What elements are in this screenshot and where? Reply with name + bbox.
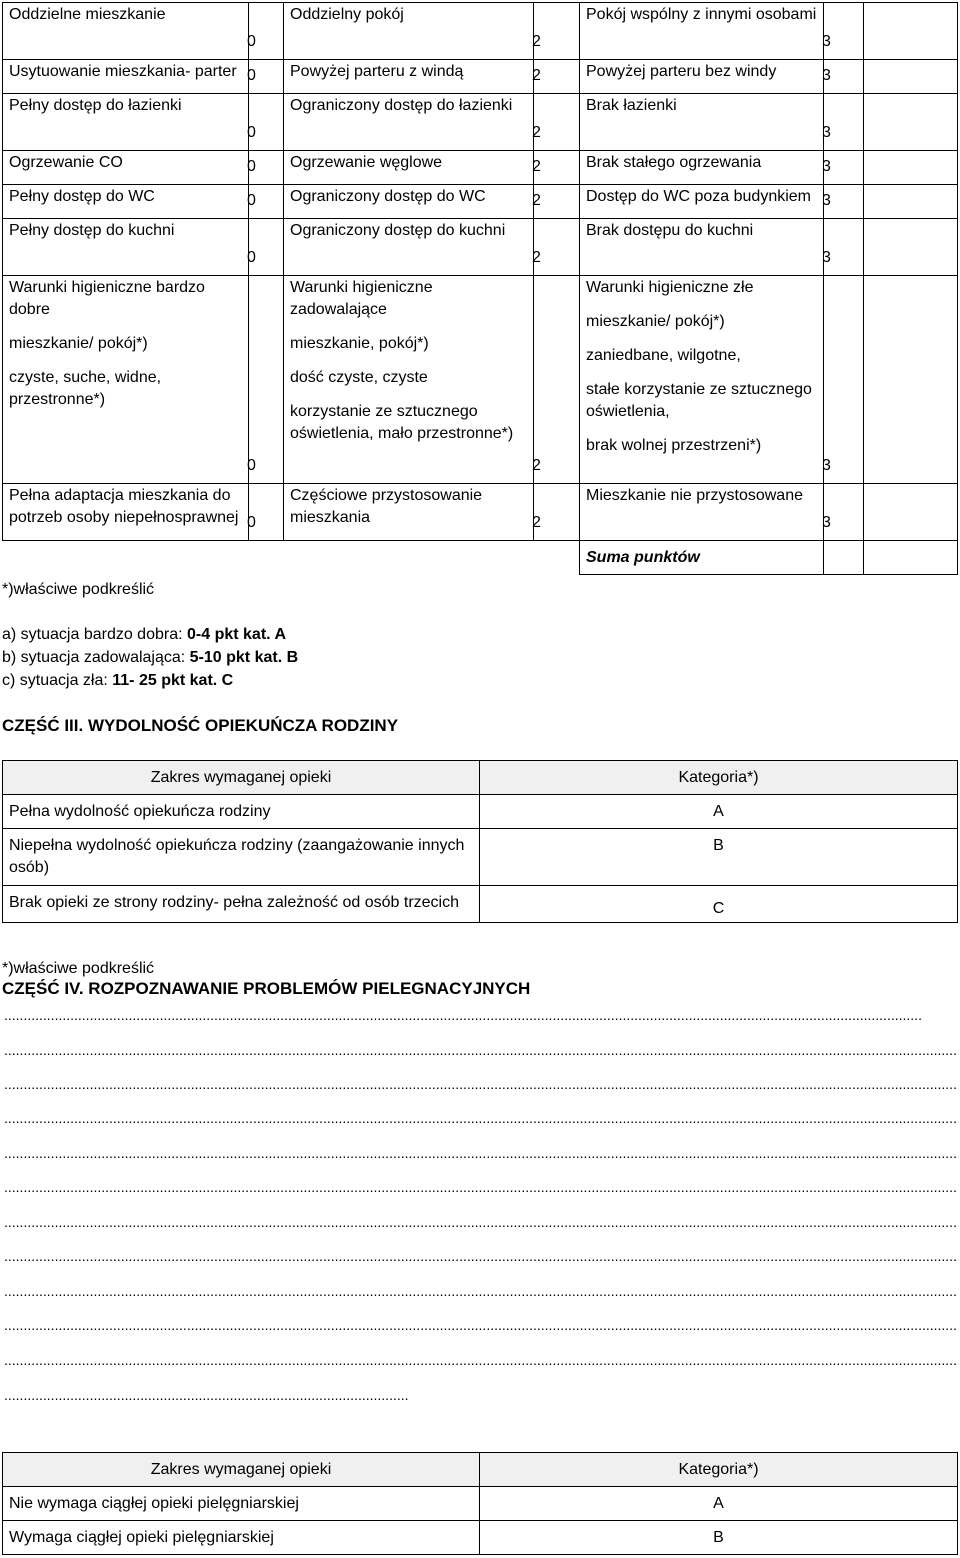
empty-cell (864, 276, 958, 484)
table-row (3, 151, 958, 185)
points-a: 0 (249, 219, 284, 276)
header-category: Kategoria*) (480, 1453, 958, 1487)
points-a: 0 (249, 94, 284, 151)
points-a: 0 (249, 151, 284, 185)
cell-a: Usytuowanie mieszkania- parter (3, 60, 249, 94)
dotted-line: ..................................................................................................................................................................................................................................................... (4, 1353, 957, 1367)
category-cell: A (480, 1487, 958, 1521)
cell-c: Brak dostępu do kuchni (580, 219, 824, 276)
category-cell: C (480, 886, 958, 923)
table-row (3, 1487, 958, 1521)
cell-b: Ograniczony dostęp do kuchni (284, 219, 534, 276)
sum-label: Suma punktów (580, 541, 824, 575)
legend-line-b: b) sytuacja zadowalająca: 5-10 pkt kat. B (2, 649, 299, 666)
category-cell: B (480, 1521, 958, 1555)
legend-line-a: a) sytuacja bardzo dobra: 0-4 pkt kat. A (2, 626, 286, 643)
points-b: 2 (534, 94, 580, 151)
table-row (3, 795, 958, 829)
cell-a: Pełny dostęp do kuchni (3, 219, 249, 276)
empty-cell (864, 541, 958, 575)
scope-cell: Nie wymaga ciągłej opieki pielęgniarskiej (3, 1487, 480, 1521)
cell-b: Ogrzewanie węglowe (284, 151, 534, 185)
score-legend (2, 623, 298, 692)
cell-c: Brak łazienki (580, 94, 824, 151)
points-c: 3 (824, 219, 864, 276)
dotted-line: ..................................................................................................................................................................................................................................................... (4, 1249, 957, 1263)
housing-conditions-table (2, 2, 958, 575)
header-category: Kategoria*) (480, 761, 958, 795)
cell-a: Pełny dostęp do WC (3, 185, 249, 219)
points-a: 0 (249, 276, 284, 484)
points-a: 0 (249, 185, 284, 219)
empty-cell (864, 94, 958, 151)
table-row (3, 94, 958, 151)
empty-cell (864, 484, 958, 541)
table-row (3, 219, 958, 276)
points-c: 3 (824, 60, 864, 94)
cell-b: Oddzielny pokój (284, 3, 534, 60)
dotted-line: ............................................................................................................................................................................................................................................ (4, 1008, 922, 1022)
cell-b: Ograniczony dostęp do WC (284, 185, 534, 219)
empty-cell (864, 60, 958, 94)
cell-c: Warunki higieniczne złe mieszkanie/ pokój*) zaniedbane, wilgotne, stałe korzystanie ze sztucznego oświetlenia, brak wolnej przestrzeni*) (580, 276, 824, 484)
cell-a: Ogrzewanie CO (3, 151, 249, 185)
empty-cell (864, 151, 958, 185)
points-b: 2 (534, 60, 580, 94)
cell-a: Warunki higieniczne bardzo dobre mieszkanie/ pokój*) czyste, suche, widne, przestronne*) (3, 276, 249, 484)
table-row (3, 3, 958, 60)
points-a: 0 (249, 3, 284, 60)
table-row (3, 60, 958, 94)
dotted-line: ..................................................................................................................................................................................................................................................... (4, 1180, 957, 1194)
cell-c: Mieszkanie nie przystosowane (580, 484, 824, 541)
footnote: *)właściwe podkreślić (2, 960, 155, 977)
points-b: 2 (534, 276, 580, 484)
cell-b: Częściowe przystosowanie mieszkania (284, 484, 534, 541)
dotted-line: ..................................................................................................................................................................................................................................................... (4, 1077, 957, 1091)
cell-b: Ograniczony dostęp do łazienki (284, 94, 534, 151)
points-b: 2 (534, 484, 580, 541)
cell-c: Powyżej parteru bez windy (580, 60, 824, 94)
table-row (3, 829, 958, 886)
scope-cell: Pełna wydolność opiekuńcza rodziny (3, 795, 480, 829)
section-title-part4: CZĘŚĆ IV. ROZPOZNAWANIE PROBLEMÓW PIELEGNACYJNYCH (2, 979, 531, 998)
points-b: 2 (534, 219, 580, 276)
points-c: 3 (824, 151, 864, 185)
table-row (3, 185, 958, 219)
table-row (3, 1521, 958, 1555)
points-c: 3 (824, 484, 864, 541)
empty-cell (864, 3, 958, 60)
points-c: 3 (824, 3, 864, 60)
points-b: 2 (534, 185, 580, 219)
section-title-part3: CZĘŚĆ III. WYDOLNOŚĆ OPIEKUŃCZA RODZINY (2, 716, 399, 735)
family-care-table (2, 760, 958, 923)
dotted-line: ..................................................................................................................................................................................................................................................... (4, 1146, 957, 1160)
points-b: 2 (534, 3, 580, 60)
table-row-hygiene (3, 276, 958, 484)
cell-b: Powyżej parteru z windą (284, 60, 534, 94)
nursing-care-table (2, 1452, 958, 1555)
points-b: 2 (534, 151, 580, 185)
points-a: 0 (249, 60, 284, 94)
category-cell: A (480, 795, 958, 829)
cell-b: Warunki higieniczne zadowalające mieszkanie, pokój*) dość czyste, czyste korzystanie ze sztucznego oświetlenia, mało przestronne*) (284, 276, 534, 484)
cell-a: Oddzielne mieszkanie (3, 3, 249, 60)
points-c: 3 (824, 276, 864, 484)
dotted-line: ..................................................................................................................................................................................................................................................... (4, 1318, 957, 1332)
cell-c: Brak stałego ogrzewania (580, 151, 824, 185)
table-header (3, 1453, 958, 1487)
table-row (3, 886, 958, 923)
scope-cell: Niepełna wydolność opiekuńcza rodziny (zaangażowanie innych osób) (3, 829, 480, 886)
table-row-sum (3, 541, 958, 575)
header-scope: Zakres wymaganej opieki (3, 1453, 480, 1487)
table-row (3, 484, 958, 541)
scope-cell: Brak opieki ze strony rodziny- pełna zależność od osób trzecich (3, 886, 480, 923)
empty-cell (864, 219, 958, 276)
dotted-line: ..................................................................................................................................................................................................................................................... (4, 1043, 957, 1057)
sum-value-cell (824, 541, 864, 575)
cell-c: Dostęp do WC poza budynkiem (580, 185, 824, 219)
empty-cell (864, 185, 958, 219)
dotted-line: ..................................................................................................................................................................................................................................................... (4, 1111, 957, 1125)
points-c: 3 (824, 94, 864, 151)
cell-a: Pełna adaptacja mieszkania do potrzeb osoby niepełnosprawnej (3, 484, 249, 541)
points-c: 3 (824, 185, 864, 219)
cell-a: Pełny dostęp do łazienki (3, 94, 249, 151)
dotted-line: ..................................................................................................................................................................................................................................................... (4, 1215, 957, 1229)
legend-line-c: c) sytuacja zła: 11- 25 pkt kat. C (2, 672, 234, 689)
category-cell: B (480, 829, 958, 886)
cell-c: Pokój wspólny z innymi osobami (580, 3, 824, 60)
footnote: *)właściwe podkreślić (2, 581, 155, 598)
dotted-line: ..................................................................................................................................................................................................................................................... (4, 1284, 957, 1298)
header-scope: Zakres wymaganej opieki (3, 761, 480, 795)
table-header (3, 761, 958, 795)
points-a: 0 (249, 484, 284, 541)
dotted-line: ........................................................................................................ (4, 1388, 409, 1402)
scope-cell: Wymaga ciągłej opieki pielęgniarskiej (3, 1521, 480, 1555)
